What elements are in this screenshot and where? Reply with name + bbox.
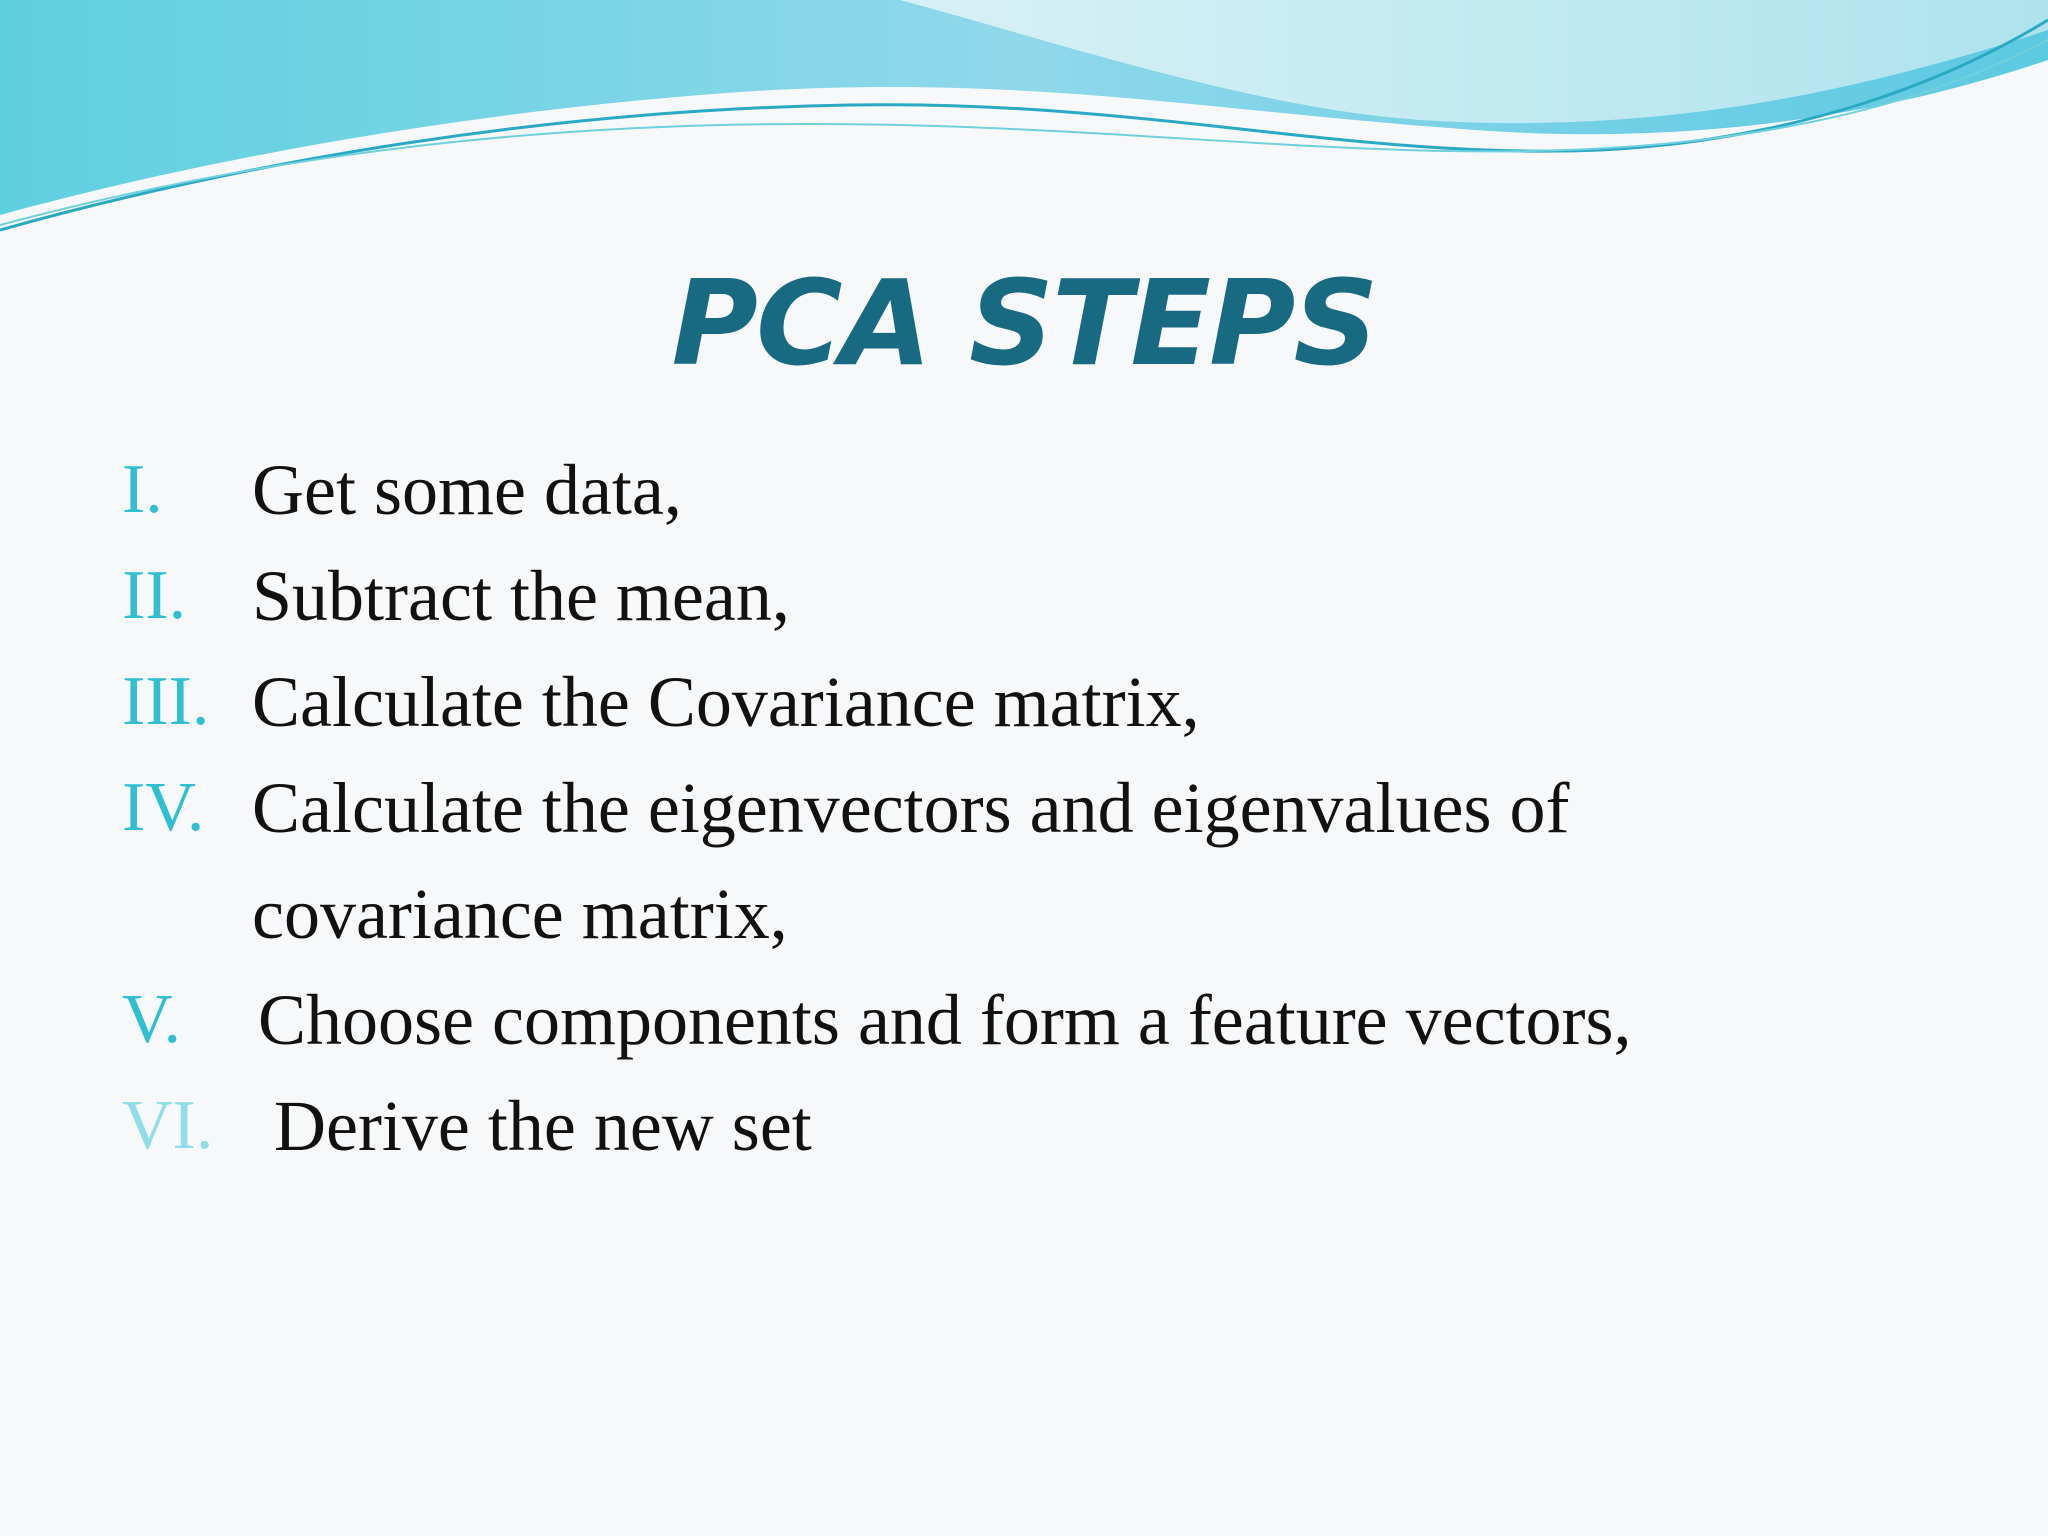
header-wave-decoration: [0, 0, 2048, 240]
step-item-1: [0, 440, 2048, 540]
step-numeral: I.: [122, 451, 163, 528]
step-item-6: [0, 1076, 2048, 1176]
step-item-3: [0, 652, 2048, 752]
step-text: Calculate the eigenvectors and eigenvalues of: [252, 768, 1570, 848]
step-item-4-continued: [0, 864, 2048, 964]
step-numeral: IV.: [122, 769, 205, 846]
step-item-5: [0, 970, 2048, 1070]
step-item-2: [0, 546, 2048, 646]
slide-title: PCA STEPS: [671, 254, 1377, 392]
step-numeral: II.: [122, 557, 187, 634]
step-text: Get some data,: [252, 450, 682, 530]
step-text-continuation: covariance matrix,: [252, 874, 788, 954]
step-text: Subtract the mean,: [252, 556, 790, 636]
step-numeral: VI.: [122, 1087, 214, 1164]
step-text: Derive the new set: [274, 1086, 812, 1166]
step-numeral: III.: [122, 663, 210, 740]
step-numeral: V.: [122, 981, 182, 1058]
step-item-4: [0, 758, 2048, 858]
step-text: Choose components and form a feature vectors,: [258, 980, 1632, 1060]
step-text: Calculate the Covariance matrix,: [252, 662, 1200, 742]
